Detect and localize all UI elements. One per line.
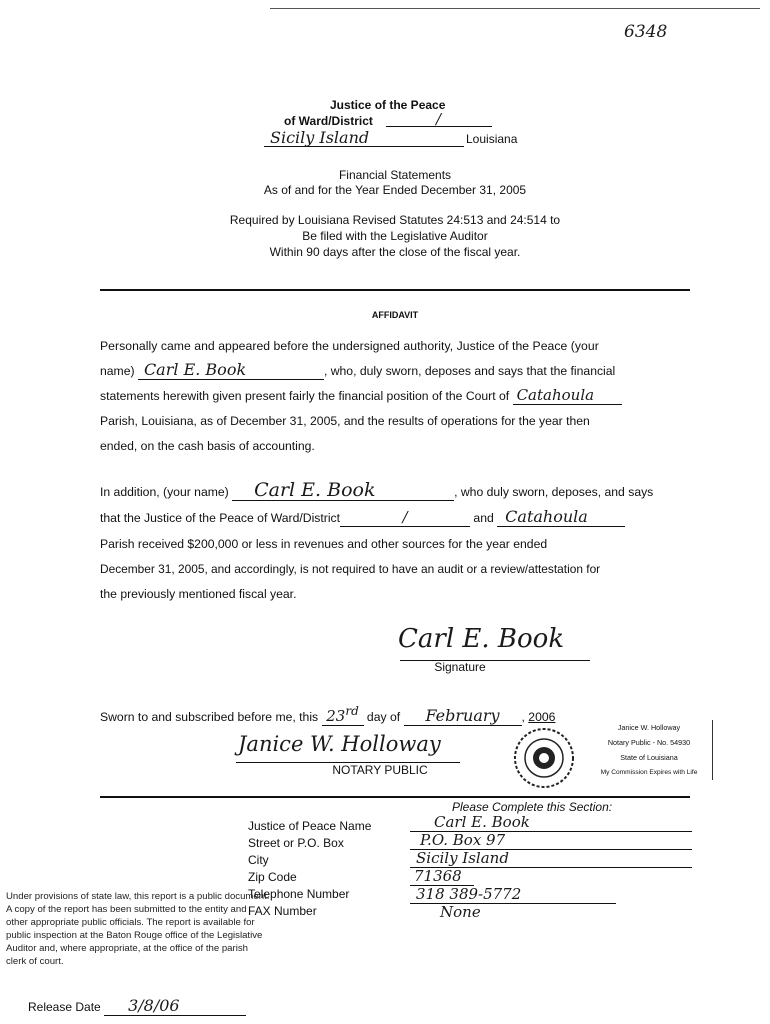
stamp-line-4: My Commission Expires with Life xyxy=(600,769,698,776)
stamp-line-3: State of Louisiana xyxy=(620,753,678,762)
label-street: Street or P.O. Box xyxy=(248,836,344,850)
notary-label: NOTARY PUBLIC xyxy=(332,763,428,777)
parish-value-2: Catahoula xyxy=(497,508,625,527)
affidavit-heading: AFFIDAVIT xyxy=(371,310,419,320)
ward-prefix: that the Justice of the Peace of Ward/District xyxy=(100,511,341,525)
stamp-line-2: Notary Public - No. 54930 xyxy=(607,738,691,747)
divider-bottom xyxy=(100,796,690,798)
notary-stamp xyxy=(586,720,713,780)
signature-label: Signature xyxy=(434,660,486,674)
affidavit-line-1: Personally came and appeared before the undersigned authority, Justice of the Peace (your xyxy=(100,339,599,353)
label-fax: FAX Number xyxy=(248,904,317,918)
parish-value-1: Catahoula xyxy=(513,386,622,405)
sworn-day-suffix: rd xyxy=(345,704,359,718)
required-line-3: Within 90 days after the close of the fiscal year. xyxy=(269,245,521,259)
sworn-prefix: Sworn to and subscribed before me, this xyxy=(100,710,319,724)
affidavit-line-2 xyxy=(100,359,700,384)
affidavit-line-6 xyxy=(100,480,710,505)
affidavit-line-5: ended, on the cash basis of accounting. xyxy=(100,439,315,453)
name-prefix: name) xyxy=(100,364,135,378)
name-value-2: Carl E. Book xyxy=(232,480,454,501)
divider-top xyxy=(100,289,690,291)
affidavit-line-10: the previously mentioned fiscal year. xyxy=(100,587,297,601)
release-date xyxy=(28,996,246,1016)
label-telephone: Telephone Number xyxy=(248,887,350,901)
period: As of and for the Year Ended December 31, 2005 xyxy=(263,183,527,197)
release-label: Release Date xyxy=(28,1000,101,1014)
sworn-year: 2006 xyxy=(528,710,556,724)
value-jp-name: Carl E. Book xyxy=(410,814,692,832)
stamp-line-1: Janice W. Holloway xyxy=(617,723,681,732)
value-telephone: 318 389-5772 xyxy=(410,886,616,904)
contact-heading: Please Complete this Section: xyxy=(452,800,613,814)
and-word: and xyxy=(473,511,494,525)
page-number: 6348 xyxy=(624,22,668,42)
name-suffix: , who, duly sworn, deposes and says that the financial xyxy=(323,364,616,378)
state-label: Louisiana xyxy=(466,132,518,146)
value-fax: None xyxy=(440,903,481,921)
addition-suffix: , who duly sworn, deposes, and says xyxy=(454,485,654,499)
addition-prefix: In addition, (your name) xyxy=(100,485,229,499)
contact-values xyxy=(410,814,692,921)
statements-title: Financial Statements xyxy=(338,168,452,182)
value-street: P.O. Box 97 xyxy=(410,832,692,850)
signature-value: Carl E. Book xyxy=(398,624,565,654)
label-zip: Zip Code xyxy=(248,870,297,884)
affidavit-line-8: Parish received $200,000 or less in revenues and other sources for the year ended xyxy=(100,537,548,551)
ward-label: of Ward/District xyxy=(284,114,373,128)
value-city: Sicily Island xyxy=(410,850,692,868)
place-value: Sicily Island xyxy=(270,128,370,147)
court-prefix: statements herewith given present fairly the financial position of the Court of xyxy=(100,389,510,403)
header-title: Justice of the Peace xyxy=(330,98,446,112)
notary-seal-icon xyxy=(512,726,576,790)
affidavit-line-9: December 31, 2005, and accordingly, is not required to have an audit or a review/attestation for xyxy=(100,562,601,576)
affidavit-line-4: Parish, Louisiana, as of December 31, 2005, and the results of operations for the year then xyxy=(100,414,590,428)
notary-signature: Janice W. Holloway xyxy=(238,732,441,756)
sworn-month: February xyxy=(404,707,522,726)
affidavit-line-7 xyxy=(100,506,710,531)
place-line xyxy=(264,146,464,147)
name-value-1: Carl E. Book xyxy=(138,361,324,380)
value-zip: 71368 xyxy=(410,868,474,886)
sworn-line: Sworn to and subscribed before me, this 23rd day of February , 2006 xyxy=(100,704,556,725)
public-document-notice: Under provisions of state law, this report is a public document. A copy of the report has been submitted to the entity and other appropriate public officials. The report is available for public inspection at the Baton Rouge office of the Legislative Auditor and, where appropriate, at the office of the parish clerk of court. xyxy=(6,891,270,967)
ward-value-2: / xyxy=(340,508,470,527)
sworn-day: 23rd xyxy=(322,702,364,726)
label-jp-name: Justice of Peace Name xyxy=(248,819,372,833)
label-city: City xyxy=(248,853,269,867)
affidavit-line-3 xyxy=(100,384,710,409)
sworn-mid: day of xyxy=(366,710,401,724)
top-border xyxy=(270,8,760,9)
ward-value: / xyxy=(436,110,442,128)
release-value: 3/8/06 xyxy=(104,996,246,1016)
required-line-2: Be filed with the Legislative Auditor xyxy=(302,229,488,243)
required-line-1: Required by Louisiana Revised Statutes 24:513 and 24:514 to xyxy=(229,213,561,227)
